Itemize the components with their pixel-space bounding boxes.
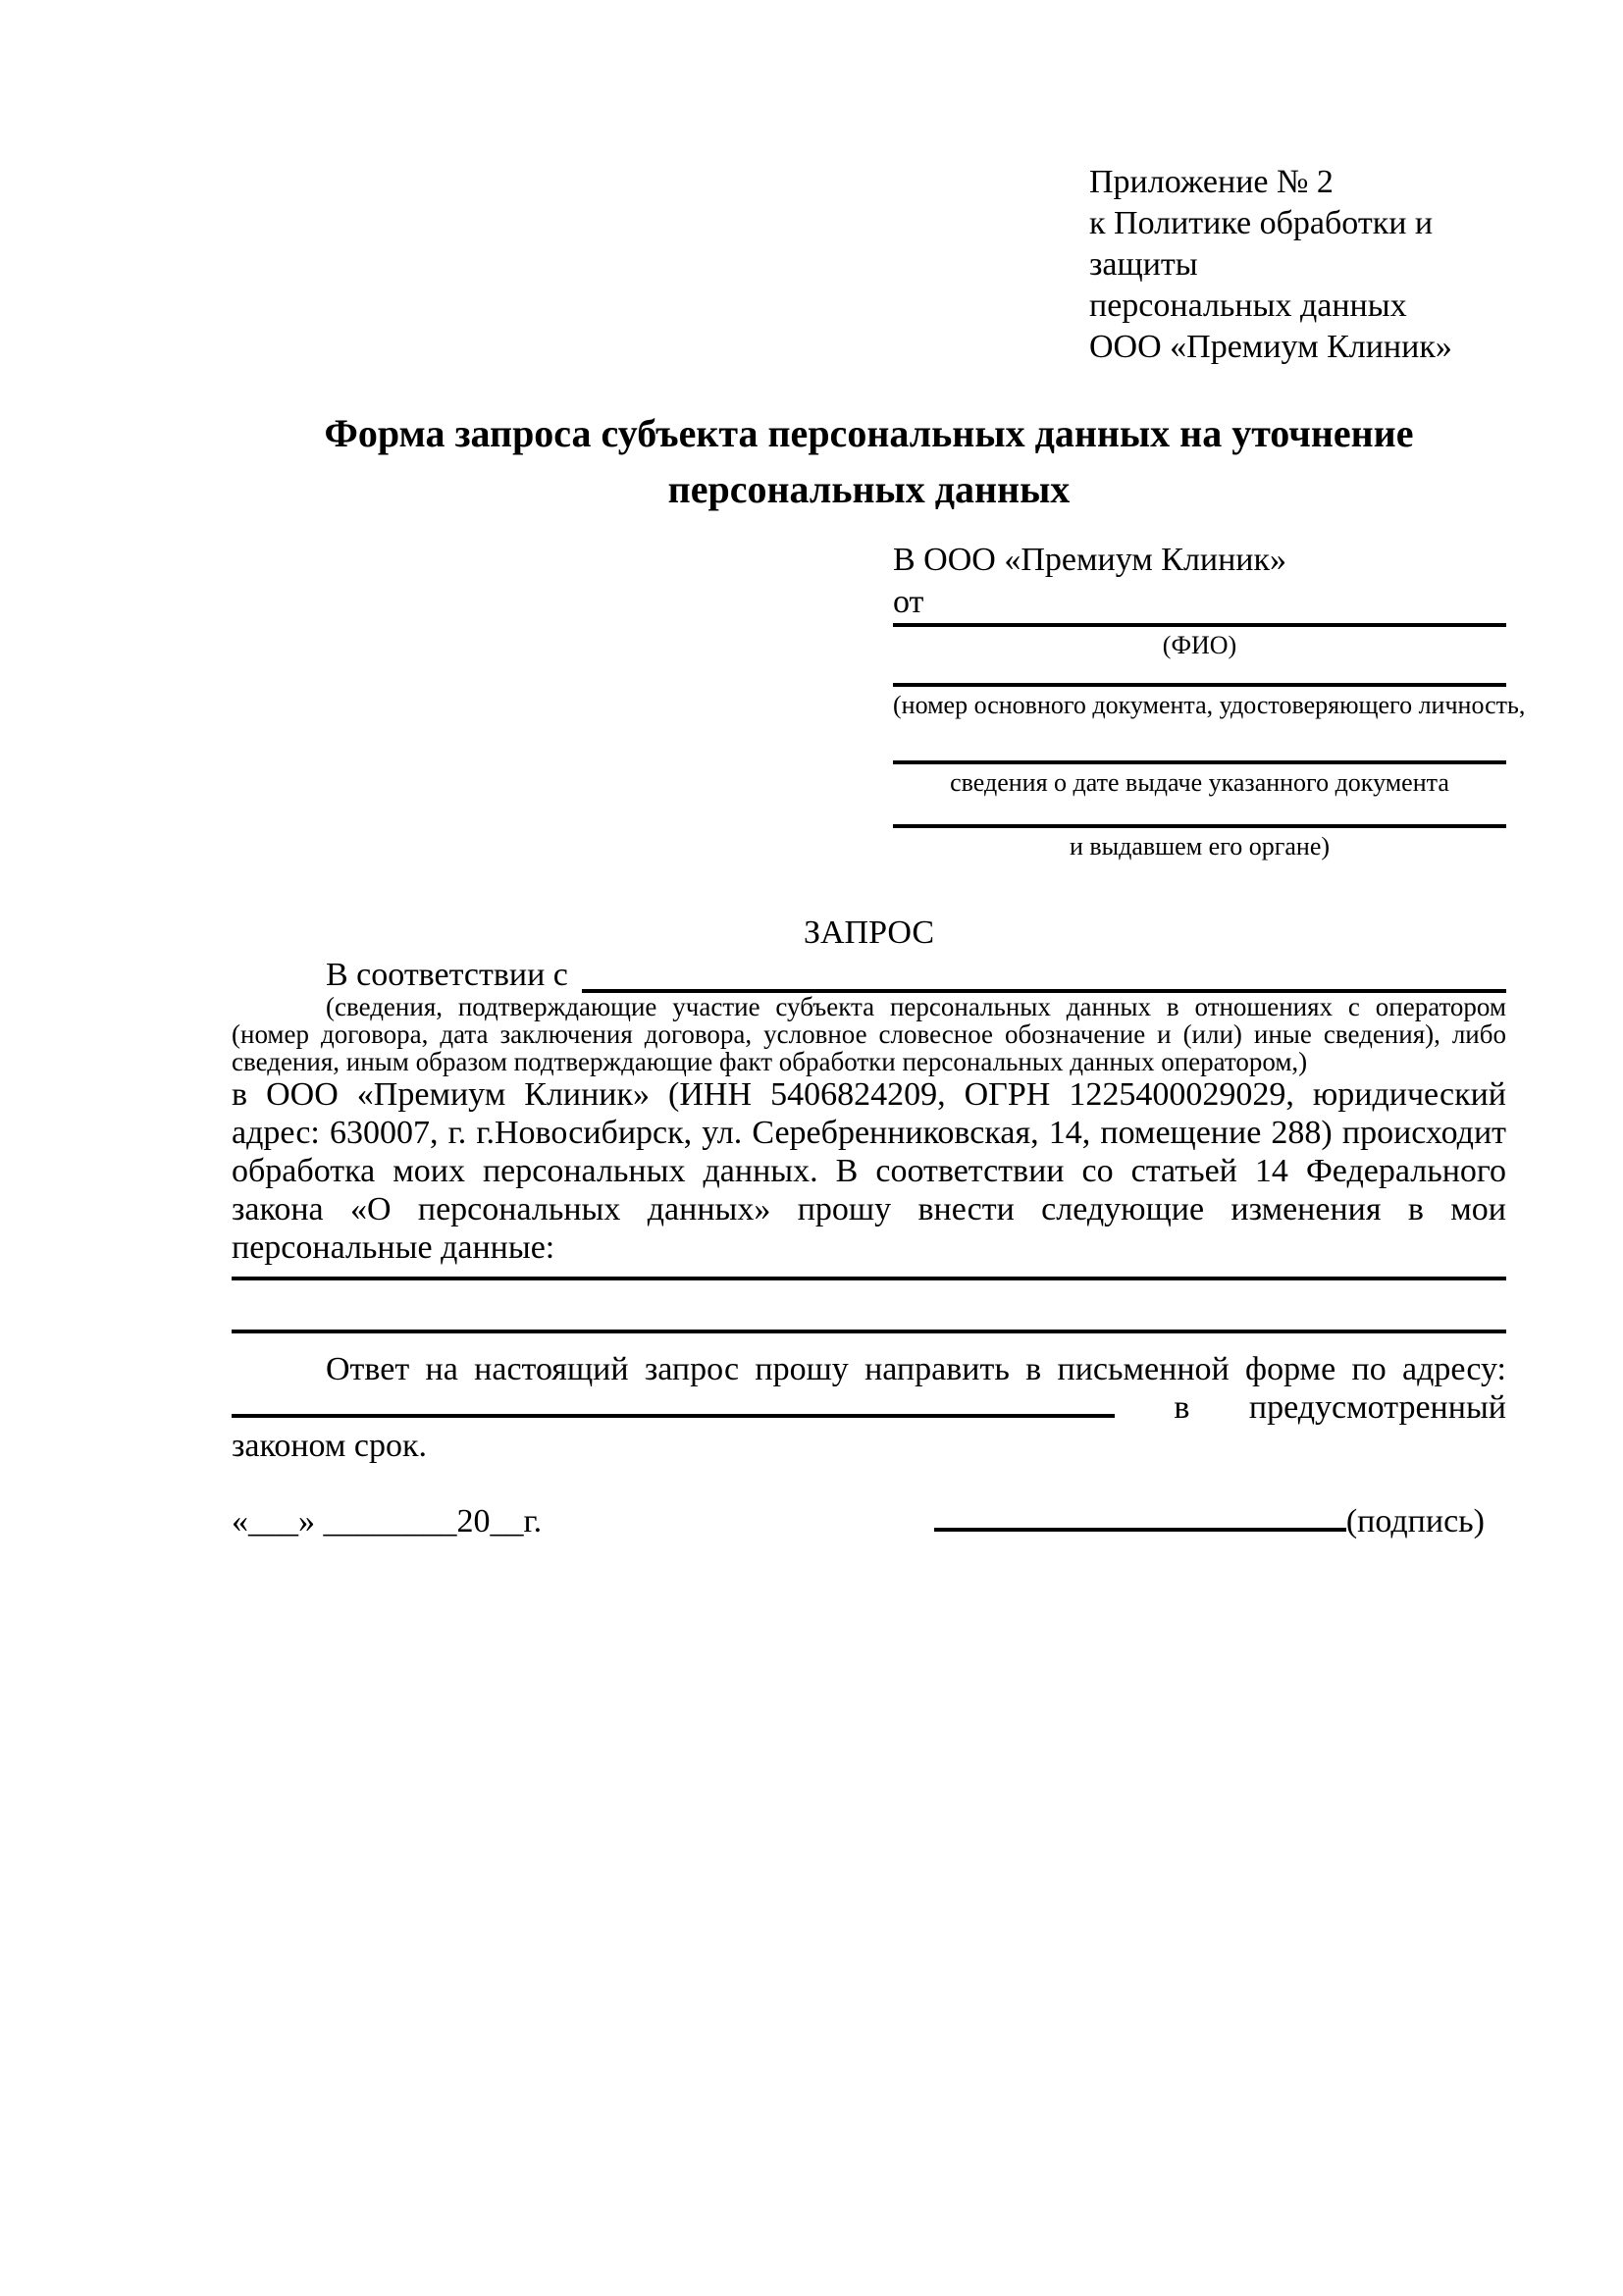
fine-print-note: (сведения, подтверждающие участие субъекта персональных данных в отношениях с оператором (номер договора, дата заключения договора, условное словесное обозначение и (или) иные сведения), либо сведения, иным образом подтверждающие факт обработки персональных данных оператором,): [232, 992, 1506, 1076]
signature-caption: (подпись): [1345, 1503, 1485, 1539]
address-fill-in-line: [232, 1389, 1115, 1418]
field-caption: и выдавшем его органе): [1069, 832, 1331, 861]
changes-fill-in-line: [232, 1330, 1506, 1333]
field-caption: (номер основного документа, удостоверяющего личность,: [893, 691, 1526, 719]
reply-paragraph: [232, 1350, 1506, 1465]
accordance-line: [232, 958, 1506, 993]
field-row-fio: [893, 623, 1506, 661]
field-row-document-number: [893, 683, 1526, 721]
fill-in-line: [893, 824, 1506, 828]
fill-in-line: [893, 760, 1506, 764]
addressee-org: В ООО «Премиум Клиник»: [893, 542, 1287, 578]
fill-in-line: [893, 623, 1506, 627]
accordance-prefix: В соответствии с: [326, 957, 568, 993]
document-title: Форма запроса субъекта персональных данных на уточнение персональных данных: [324, 411, 1414, 511]
date-signature-row: [232, 1502, 1506, 1541]
reply-text-before: Ответ на настоящий запрос прошу направить в письменной форме по адресу:: [326, 1351, 1506, 1387]
addressee-from-label: от: [893, 584, 924, 620]
field-row-issue-date: [893, 760, 1506, 799]
main-paragraph: в ООО «Премиум Клиник» (ИНН 5406824209, ОГРН 1225400029029, юридический адрес: 630007, г. г.Новосибирск, ул. Серебренниковская, 14, помещение 288) происходит обработка моих персональных данных. В соответствии со статьей 14 Федерального закона «О персональных данных» прошу внести следующие изменения в мои персональные данные:: [232, 1076, 1506, 1266]
appendix-line: ООО «Премиум Клиник»: [1089, 329, 1452, 365]
field-caption: (ФИО): [1162, 631, 1237, 659]
field-caption: сведения о дате выдаче указанного документа: [950, 768, 1449, 797]
signature-fill-in-line: [934, 1503, 1346, 1532]
addressee-block: [893, 539, 1506, 623]
request-heading: ЗАПРОС: [803, 914, 935, 951]
document-content: [232, 0, 1526, 1541]
appendix-line: Приложение № 2: [1089, 164, 1334, 200]
date-line: «___» ________20__г.: [232, 1503, 543, 1539]
signature-group: [934, 1502, 1485, 1541]
field-row-issuing-authority: [893, 824, 1506, 862]
appendix-line: персональных данных: [1089, 287, 1407, 324]
fill-in-line: [893, 683, 1506, 687]
appendix-line: к Политике обработки и защиты: [1089, 205, 1434, 283]
appendix-block: [1089, 0, 1506, 368]
changes-fill-in-line: [232, 1277, 1506, 1280]
reply-text-after: в предусмотренный законом срок.: [232, 1389, 1506, 1464]
